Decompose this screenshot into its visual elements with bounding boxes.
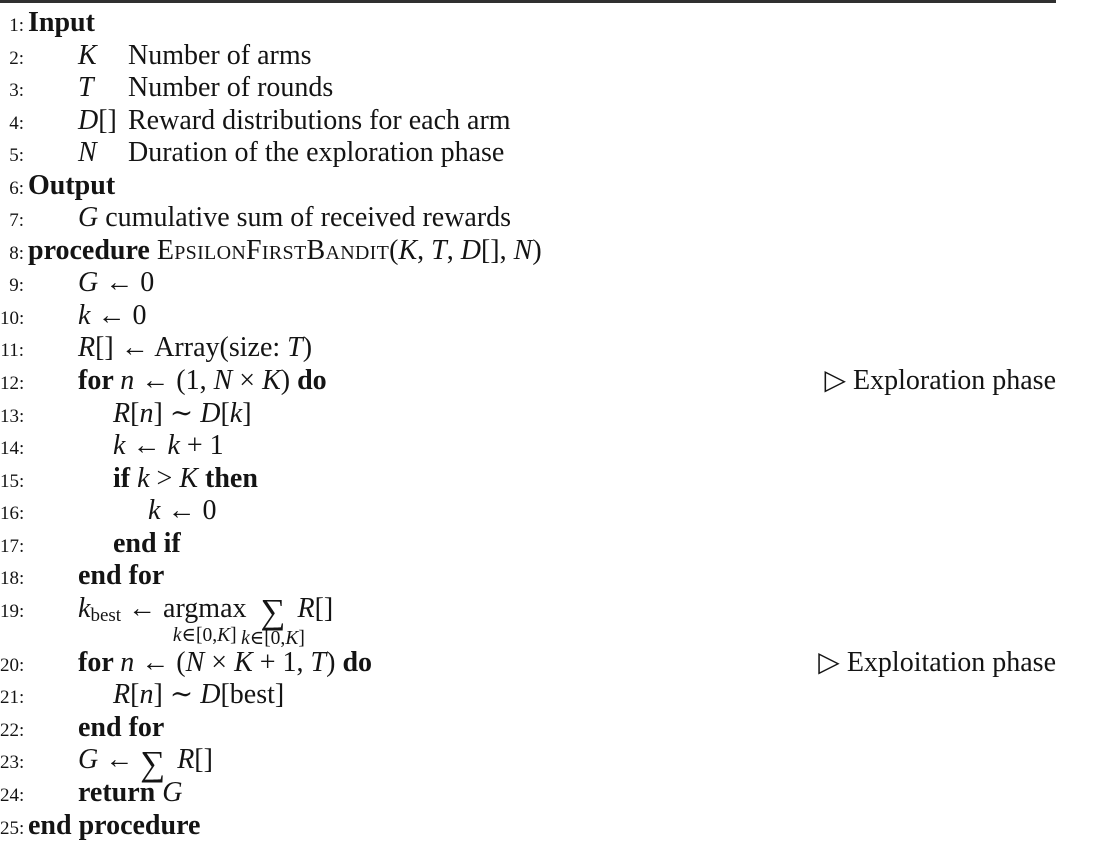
code-token: Reward distributions for each arm [128,104,511,136]
code-token: N [185,646,205,678]
code-token: ] [298,628,305,650]
code-token: k [167,430,180,462]
code-token: ) [302,332,313,364]
code-line-10 [0,300,1106,333]
code-token: k [78,299,91,331]
code-token: return [78,777,163,809]
code-token: k [148,495,161,527]
code-line-22 [0,712,1106,745]
line-number: 23: [0,752,25,774]
code-token: + 1 [179,430,224,462]
line-content [78,72,333,105]
code-token: K [179,462,199,494]
line-content [113,528,181,561]
code-token: Output [28,169,116,201]
code-token: ← [125,430,168,462]
code-token: [] ← Array(size: [95,332,288,364]
code-token: [] [314,592,334,624]
code-token: R [78,332,96,364]
code-line-5 [0,137,1106,170]
code-line-6 [0,170,1106,203]
code-token: D [200,679,221,711]
code-token: ] [230,624,237,646]
code-token: ← 0 [90,299,147,331]
code-token: ∈[0, [249,628,286,650]
code-token: k [113,430,126,462]
code-line-15 [0,463,1106,496]
code-token: if [113,462,138,494]
line-number: 19: [0,600,25,622]
under-subscript [173,626,237,646]
code-token: G [78,202,99,234]
code-token: R [113,679,131,711]
line-content [113,398,252,431]
code-token: [best] [220,679,285,711]
line-content [78,743,213,783]
line-number: 15: [0,470,25,492]
code-line-1 [0,7,1106,40]
code-token: Number of rounds [128,72,334,104]
code-token: end for [78,711,165,743]
code-token: × [204,646,235,678]
algorithm-body [0,7,1106,842]
line-number: 13: [0,405,25,427]
code-token: [ [130,397,140,429]
code-token: K [78,39,97,71]
code-token: R [177,744,195,776]
code-token: Number of arms [128,39,312,71]
line-content [113,430,224,463]
line-content [78,647,372,680]
code-token: ← ( [134,646,186,678]
code-token: > [149,462,180,494]
code-line-7 [0,202,1106,235]
code-token: D [78,104,99,136]
code-token: end procedure [28,809,201,841]
code-line-20 [0,647,1106,680]
line-number: 1: [9,15,24,36]
line-number: 12: [0,373,25,395]
code-token: K [285,628,299,650]
code-token: ( [389,234,399,266]
line-number: 11: [0,340,24,362]
code-line-21 [0,679,1106,712]
code-token: K [262,365,281,397]
code-line-19 [0,592,1106,650]
line-number: 20: [0,654,25,676]
line-content [78,592,334,650]
line-number: 14: [0,438,25,460]
line-content [78,332,312,365]
line-number: 5: [9,145,24,167]
code-line-16 [0,495,1106,528]
code-token: argmax k∈[0,K] [163,592,247,646]
code-token: N [513,234,533,266]
code-token: N [78,137,97,169]
line-number: 6: [9,177,24,199]
code-token: procedure [28,234,157,266]
code-token: ← [98,744,141,776]
code-token: k [241,628,250,650]
under-subscript [241,629,305,649]
code-line-2 [0,40,1106,73]
line-content [78,40,312,73]
line-content [78,202,511,235]
code-token: N [213,365,233,397]
code-token: ] ∼ [153,679,201,711]
code-token: end for [78,560,165,592]
line-number: 10: [0,307,25,329]
code-token: do [297,365,327,397]
line-content [113,679,284,712]
line-content [78,777,182,810]
code-token: + 1, [252,646,311,678]
line-number: 21: [0,687,25,709]
code-line-24 [0,777,1106,810]
line-number: 18: [0,568,25,590]
code-token: D [200,397,221,429]
line-number: 17: [0,535,25,557]
code-token: ) [326,646,343,678]
code-token: ← (1, [134,365,214,397]
code-token: EpsilonFirstBandit [156,234,390,266]
code-token: ) [280,365,298,397]
line-content [78,560,164,593]
code-token: K [234,646,253,678]
line-content [78,137,504,170]
line-content [148,495,216,528]
code-token: , [446,234,461,266]
code-token: × [232,365,263,397]
code-token: D [460,234,481,266]
code-line-4 [0,105,1106,138]
line-number: 22: [0,719,25,741]
code-token: k [229,397,243,429]
top-rule [0,0,1056,3]
code-token: T [431,234,447,266]
code-token [198,463,205,494]
line-content [28,170,115,203]
line-number: 25: [0,817,25,839]
line-content [28,810,200,843]
symbol-column [78,105,128,138]
code-token: ← 0 [98,267,155,299]
line-number: 7: [9,210,24,232]
code-token: [] [98,104,117,136]
code-token: ] [242,397,252,429]
line-content [28,235,542,268]
symbol-column [78,137,128,170]
code-line-8 [0,235,1106,268]
code-token: R [297,592,315,624]
code-token: , [417,234,432,266]
line-content [78,267,154,300]
code-token: ] ∼ [153,397,201,429]
code-token: Duration of the exploration phase [128,137,505,169]
code-token: [], [480,234,514,266]
line-content [28,7,95,40]
line-content [113,463,258,496]
code-token: for [78,365,121,397]
line-content [78,712,164,745]
code-line-3 [0,72,1106,105]
code-token: ∑ [140,743,166,783]
code-token: ∑ k∈[0,K] [241,592,305,650]
line-number: 16: [0,503,25,525]
line-number: 24: [0,785,25,807]
code-token: Input [28,7,95,38]
line-content [78,105,511,138]
code-token: for [78,646,121,678]
code-line-17 [0,528,1106,561]
symbol-column [78,40,128,73]
line-content [78,300,146,333]
code-line-14 [0,430,1106,463]
subscript-label: best [90,605,122,627]
code-token: [] [194,744,213,776]
line-number: 4: [9,112,24,134]
inline-comment: ▷ Exploitation phase [818,646,1056,678]
code-token: K [398,234,418,266]
line-number: 8: [9,242,24,264]
code-token: R [113,397,131,429]
line-number: 9: [9,275,24,297]
code-line-12 [0,365,1106,398]
code-token: cumulative sum of received rewards [98,202,512,234]
code-token: n [120,646,135,678]
code-token: k [137,462,150,494]
code-token: T [287,332,303,364]
code-line-9 [0,267,1106,300]
code-token: ) [532,234,542,266]
line-content [78,365,327,398]
code-token: G [78,744,99,776]
code-token: k [172,624,182,646]
code-line-23 [0,743,1106,783]
code-token: n [139,679,154,711]
code-token: [ [130,679,140,711]
code-token: kbest [78,592,122,627]
code-line-11 [0,332,1106,365]
code-token: G [162,777,183,809]
code-token: T [78,72,94,104]
code-token: ← 0 [160,495,217,527]
code-line-25 [0,810,1106,843]
code-line-13 [0,398,1106,431]
code-token: n [120,365,135,397]
code-token: G [78,267,99,299]
inline-comment: ▷ Exploration phase [824,365,1056,397]
line-number: 3: [9,80,24,102]
code-line-18 [0,560,1106,593]
code-token: then [205,462,258,494]
symbol-column [78,72,128,105]
code-token: ∈[0, [181,624,218,646]
code-token: end if [113,527,181,559]
line-number: 2: [9,47,24,69]
code-token: n [139,397,154,429]
code-token: ← [121,592,164,624]
code-token: [ [220,397,230,429]
code-token: do [342,646,373,678]
code-token: K [217,624,231,646]
code-token: T [310,646,327,678]
